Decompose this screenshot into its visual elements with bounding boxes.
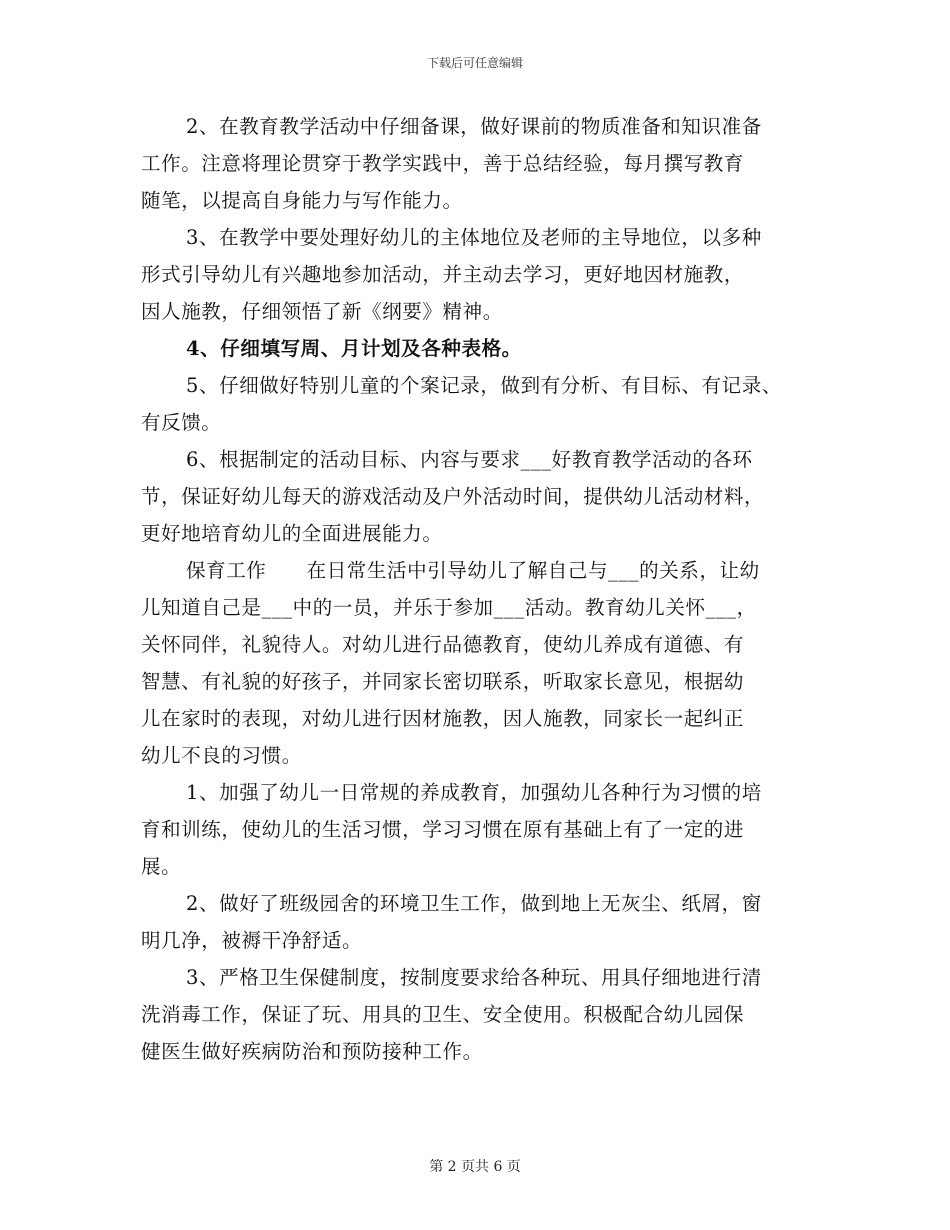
paragraph-line: 形式引导幼儿有兴趣地参加活动，并主动去学习，更好地因材施教， [141, 263, 745, 286]
paragraph-line: 洗消毒工作，保证了玩、用具的卫生、安全使用。积极配合幼儿园保 [141, 1003, 745, 1026]
paragraph-line: 工作。注意将理论贯穿于教学实践中，善于总结经验，每月撰写教育 [141, 152, 745, 175]
paragraph [141, 552, 831, 774]
paragraph [141, 774, 831, 885]
paragraph-line: 有反馈。 [141, 411, 222, 434]
paragraph-line: 3、严格卫生保健制度，按制度要求给各种玩、用具仔细地进行清 [186, 966, 762, 989]
paragraph-line: 儿在家时的表现，对幼儿进行因材施教，因人施教，同家长一起纠正 [141, 707, 745, 730]
paragraph-line: 健医生做好疾病防治和预防接种工作。 [141, 1040, 483, 1063]
paragraph-line: 1、加强了幼儿一日常规的养成教育，加强幼儿各种行为习惯的培 [186, 781, 762, 804]
paragraph-line: 幼儿不良的习惯。 [141, 744, 302, 767]
paragraph-line: 保育工作 在日常生活中引导幼儿了解自己与___的关系，让幼 [186, 559, 760, 582]
paragraph-line: 4、仔细填写周、月计划及各种表格。 [186, 337, 522, 360]
paragraph-line: 因人施教，仔细领悟了新《纲要》精神。 [141, 300, 503, 323]
document-body [141, 108, 831, 1070]
paragraph [141, 441, 831, 552]
paragraph-line: 随笔，以提高自身能力与写作能力。 [141, 189, 463, 212]
paragraph [141, 330, 831, 367]
paragraph [141, 959, 831, 1070]
paragraph-line: 2、做好了班级园舍的环境卫生工作，做到地上无灰尘、纸屑，窗 [186, 892, 762, 915]
paragraph-line: 5、仔细做好特别儿童的个案记录，做到有分析、有目标、有记录、 [186, 374, 782, 397]
paragraph [141, 108, 831, 219]
paragraph [141, 885, 831, 959]
page-header: 下载后可任意编辑 [426, 56, 523, 70]
paragraph-line: 更好地培育幼儿的全面进展能力。 [141, 522, 443, 545]
page-footer: 第 2 页共 6 页 [429, 1159, 521, 1175]
paragraph-line: 2、在教育教学活动中仔细备课，做好课前的物质准备和知识准备 [186, 115, 762, 138]
paragraph-line: 儿知道自己是___中的一员，并乐于参加___活动。教育幼儿关怀___， [141, 596, 757, 619]
paragraph-line: 关怀同伴，礼貌待人。对幼儿进行品德教育，使幼儿养成有道德、有 [141, 633, 745, 656]
paragraph [141, 219, 831, 330]
paragraph-line: 3、在教学中要处理好幼儿的主体地位及老师的主导地位，以多种 [186, 226, 762, 249]
paragraph-line: 智慧、有礼貌的好孩子，并同家长密切联系，听取家长意见，根据幼 [141, 670, 745, 693]
paragraph-line: 节，保证好幼儿每天的游戏活动及户外活动时间，提供幼儿活动材料， [141, 485, 765, 508]
paragraph-line: 育和训练，使幼儿的生活习惯，学习习惯在原有基础上有了一定的进 [141, 818, 745, 841]
paragraph-line: 展。 [141, 855, 182, 878]
paragraph [141, 367, 831, 441]
paragraph-line: 明几净，被褥干净舒适。 [141, 929, 363, 952]
paragraph-line: 6、根据制定的活动目标、内容与要求___好教育教学活动的各环 [186, 448, 753, 471]
